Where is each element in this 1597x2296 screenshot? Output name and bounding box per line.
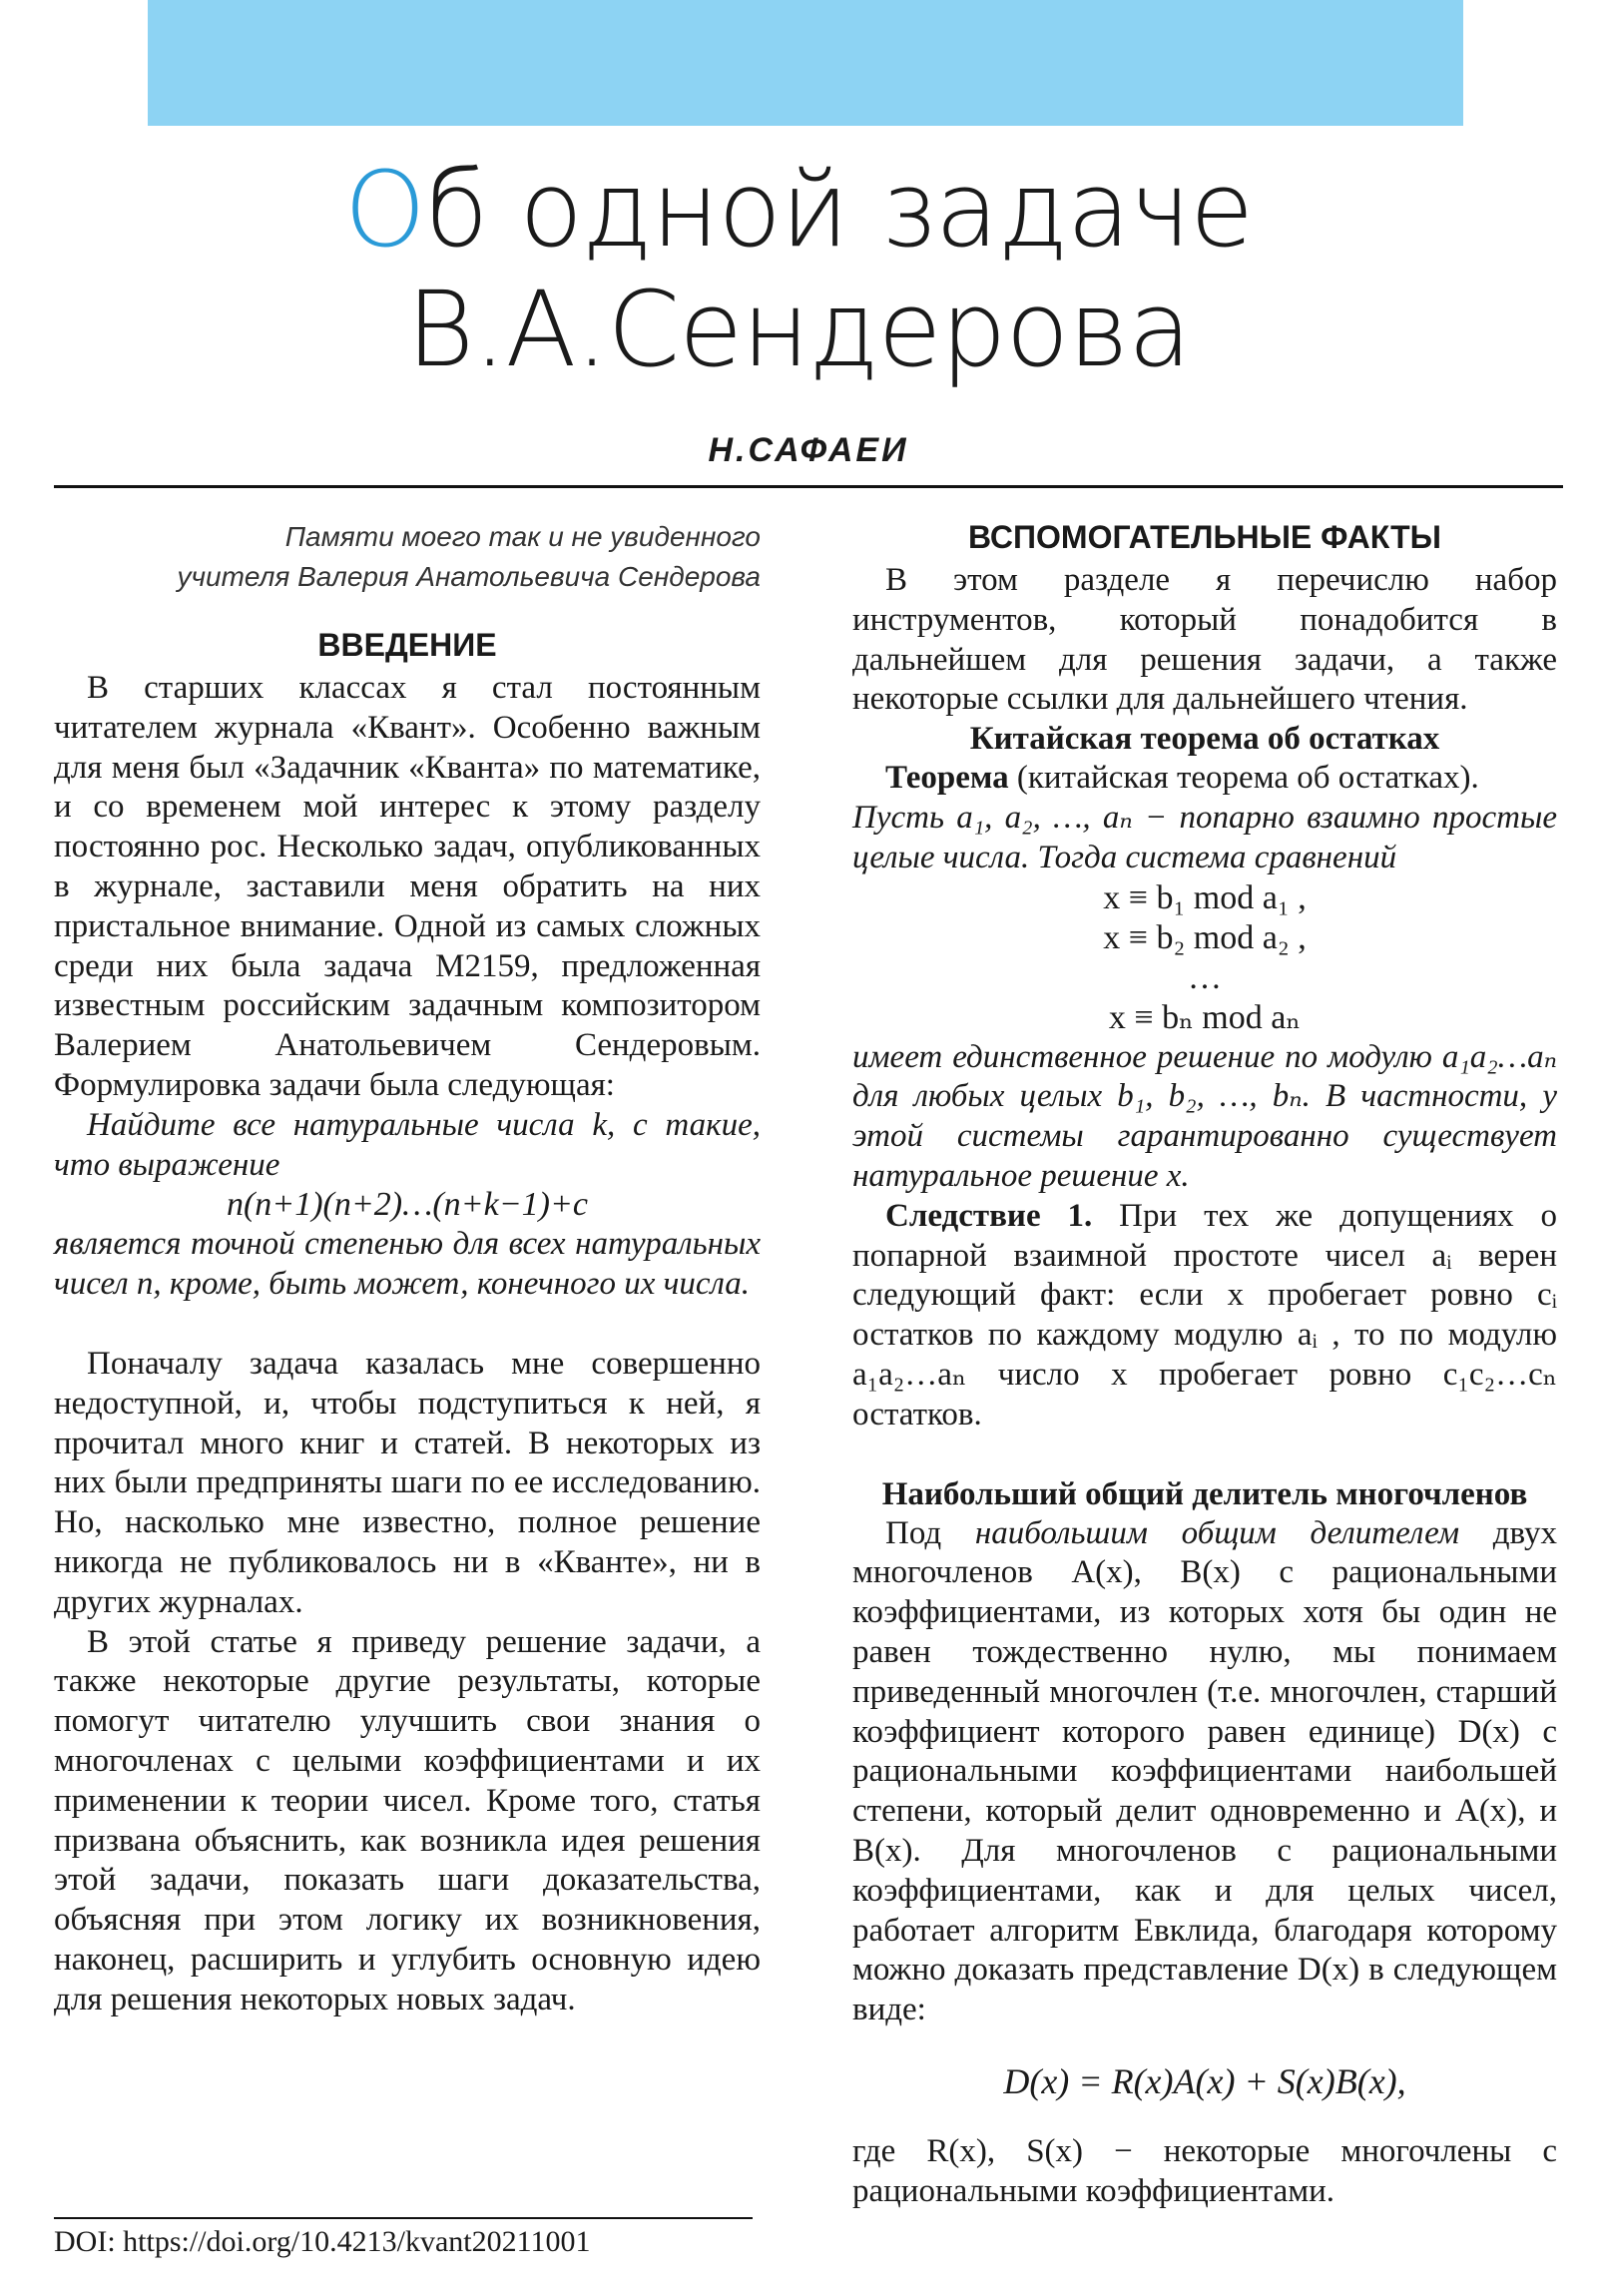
title-line-1 [0, 150, 1597, 270]
header-color-band [148, 0, 1463, 126]
gcd-text: двух многочленов A(x), B(x) с рациональными коэффициентами, из которых хотя бы один не равен тождественно нулю, мы понимаем приведенный многочлен (т.е. многочлен, старший коэффициент которого равен единице) D(x) с рациональными коэффициентами наибольшей степени, который делит одновременно и A(x), и B(x). Для многочленов с рациональными коэффициентами, как и для целых чисел, работает алгоритм Евклида, благодаря которому можно доказать представление D(x) в следующем виде: [852, 1514, 1558, 2028]
theorem-title [852, 759, 1557, 799]
intro-heading: ВВЕДЕНИЕ [317, 627, 497, 663]
doi-footnote[interactable]: DOI: https://doi.org/10.4213/kvant20211001 [54, 2225, 591, 2258]
left-column [54, 517, 761, 2020]
gcd-conclusion: где R(x), S(x) − некоторые многочлены с рациональными коэффициентами. [852, 2132, 1557, 2209]
epigraph [54, 517, 761, 597]
theorem-label: Теорема [885, 760, 1009, 797]
corollary-1 [852, 1197, 1557, 1435]
footnote-rule [54, 2217, 753, 2219]
corollary-text: При тех же допущениях о попарной взаимной простоте чисел aᵢ верен следующий факт: если x пробегает ровно cᵢ остатков по каждому модулю aᵢ , то по модулю a₁a₂…aₙ число x пробегает ровно c₁c₂…cₙ остатков. [852, 1197, 1557, 1433]
gcd-formula: D(x) = R(x)A(x) + S(x)B(x), [1003, 2060, 1406, 2101]
problem-formula: n(n+1)(n+2)…(n+k−1)+c [226, 1186, 589, 1224]
epigraph-line-2: учителя Валерия Анатольевича Сендерова [177, 561, 761, 592]
gcd-paragraph [852, 1514, 1557, 2030]
gcd-heading: Наибольший общий делитель многочленов [881, 1475, 1528, 1512]
author-name: Н.САФАЕИ [708, 431, 909, 469]
corollary-label: Следствие 1. [885, 1197, 1093, 1234]
theorem-text-a: Пусть a₁, a₂, …, aₙ − попарно взаимно простые целые числа. Тогда система сравнений [852, 799, 1557, 875]
gcd-lead: Под [885, 1514, 975, 1551]
title-line-2: В.А.Сендерова [406, 269, 1191, 390]
congruence-dots: … [1188, 958, 1222, 996]
header-rule [54, 485, 1563, 488]
problem-statement-a: Найдите все натуральные числа k, с такие, что выражение [54, 1106, 761, 1183]
congruence-2: x ≡ b₂ mod a₂ , [1103, 918, 1307, 956]
title-accent-letter: О [343, 149, 425, 271]
title-line-1-rest: б одной задаче [424, 149, 1254, 271]
problem-statement-b: является точной степенью для всех натуральных чисел n, кроме, быть может, конечного их числа. [54, 1226, 761, 1303]
theorem-paren: (китайская теорема об остатках). [1008, 760, 1479, 797]
aux-paragraph-1: В этом разделе я перечислю набор инструментов, который понадобится в дальнейшем для решения задачи, а также некоторые ссылки для дальнейшего чтения. [852, 562, 1557, 718]
congruence-n: x ≡ bₙ mod aₙ [1108, 998, 1302, 1036]
aux-heading: ВСПОМОГАТЕЛЬНЫЕ ФАКТЫ [968, 519, 1441, 555]
crt-heading: Китайская теорема об остатках [969, 721, 1440, 758]
gcd-term: наибольшим общим делителем [974, 1514, 1460, 1551]
intro-paragraph-2: Поначалу задача казалась мне совершенно недоступной, и, чтобы подступиться к ней, я прочитал много книг и статей. В некоторых из них были предприняты шаги по ее исследованию. Но, насколько мне известно, полное решение никогда не публиковалось ни в «Кванте», ни в других журналах. [54, 1345, 761, 1620]
theorem-text-b: имеет единственное решение по модулю a₁a₂…aₙ для любых целых b₁, b₂, …, bₙ. В частности, у этой системы гарантированно существует натуральное решение x. [852, 1038, 1557, 1194]
congruence-1: x ≡ b₁ mod a₁ , [1103, 878, 1307, 916]
epigraph-line-1: Памяти моего так и не увиденного [284, 521, 761, 552]
intro-paragraph-1: В старших классах я стал постоянным читателем журнала «Квант». Особенно важным для меня был «Задачник «Кванта» по математике, и со временем мой интерес к этому разделу постоянно рос. Несколько задач, опубликованных в журнале, заставили меня обратить на них пристальное внимание. Одной из самых сложных среди них была задача М2159, предложенная известным российским задачным композитором Валерием Анатольевичем Сендеровым. Формулировка задачи была следующая: [54, 670, 761, 1103]
intro-paragraph-3: В этой статье я приведу решение задачи, а также некоторые другие результаты, которые помогут читателю улучшить свои знания о многочленах с целыми коэффициентами и их применении к теории чисел. Кроме того, статья призвана объяснить, как возникла идея решения этой задачи, показать шаги доказательства, объясняя при этом логику их возникновения, наконец, расширить и углубить основную идею для решения некоторых новых задач. [54, 1623, 761, 2017]
right-column [852, 517, 1557, 2212]
article-title [0, 150, 1597, 389]
